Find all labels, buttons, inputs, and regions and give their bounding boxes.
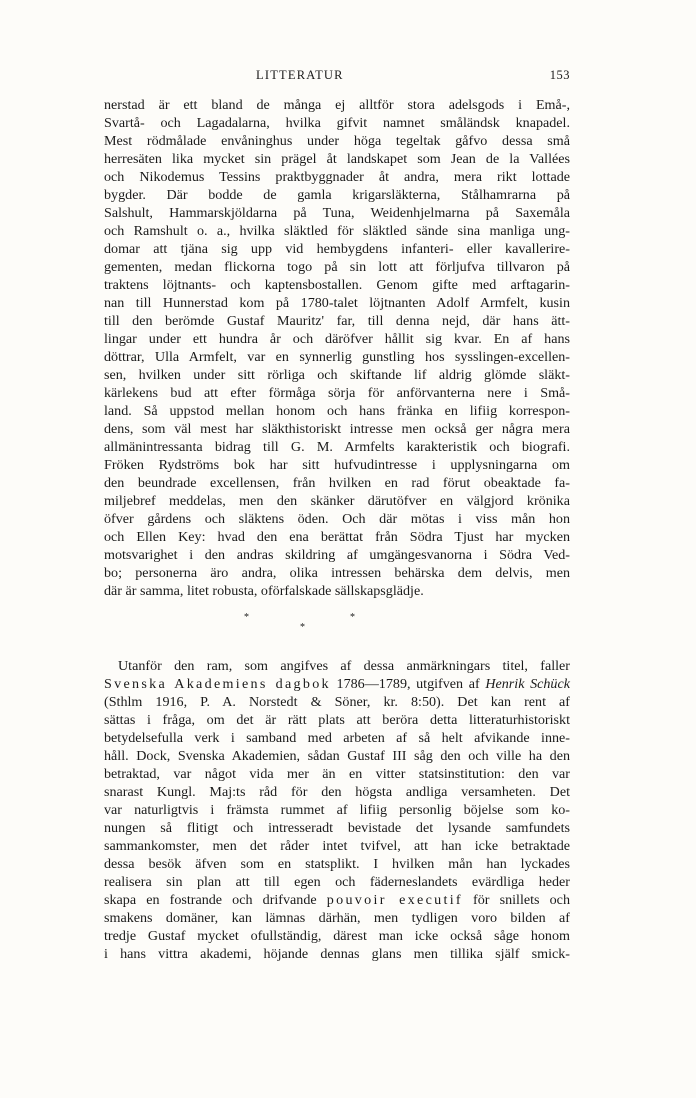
text-line: dens, som väl mest har släkthistoriskt intresse men också ger några mera [104, 421, 570, 437]
text-line: miljebref meddelas, men den skänker därutöfver en välgjord krönika [104, 493, 570, 509]
text-line: motsvarighet i den andras skildring af umgängesvanorna i Södra Ved- [104, 547, 570, 563]
text-line: bygder. Där bodde de gamla krigarsläkterna, Stålhamrarna på [104, 187, 570, 203]
text-line: den beundrade excellensen, från hvilken en rad förut obeaktade fa- [104, 475, 570, 491]
paragraph-1 [104, 96, 570, 600]
text-line: traktens löjtnants- och kaptensbostallen. Genom gifte med arftagarin- [104, 277, 570, 293]
text-line: tredje Gustaf mycket ofullständig, därest man icke också såge honom [104, 928, 570, 944]
text-line: i hans vittra akademi, höjande dennas glans men tillika själf smick- [104, 946, 570, 962]
text-line: snarast Kungl. Maj:ts råd för den högsta andliga versamheten. Det [104, 784, 570, 800]
text-line: betraktad, var något vida mer än en vitter statsinstitution: den var [104, 766, 570, 782]
running-head [104, 68, 570, 86]
spaced-phrase: pouvoir executif [326, 892, 463, 908]
text-line: realisera sin plan att till egen och fäderneslandets evärdliga heder [104, 874, 570, 890]
paragraph-2 [104, 657, 570, 963]
text-line: håll. Dock, Svenska Akademien, sådan Gustaf III såg den och ville ha den [104, 748, 570, 764]
text-line [104, 891, 570, 909]
text-line: var naturligtvis i främsta rummet af lifiig personlig böjelse som ko- [104, 802, 570, 818]
text-line: gementen, medan flickorna togo på sin lott att förljufva tillvaron på [104, 259, 570, 275]
text-line: kärlekens bud att efter förmåga sörja för anförvanterna nere i Små- [104, 385, 570, 401]
text-line: Salshult, Hammarskjöldarna på Tuna, Weidenhjelmarna på Saxemåla [104, 205, 570, 221]
text-line: Fröken Rydströms bok har sitt hufvudintresse i upplysningarna om [104, 457, 570, 473]
text-line: smakens domäner, kan lämnas därhän, men tydligen voro bilden af [104, 910, 570, 926]
text-line: lingar under ett hundra år och däröfver hållit sig kvar. En af hans [104, 331, 570, 347]
book-title: Svenska Akademiens dagbok [104, 676, 331, 692]
text-line: och Ellen Key: hvad den ena berättat från Södra Tjust har mycken [104, 529, 570, 545]
text-line: sen, hvilken under sitt rörliga och skiftande lif aldrig glömde släkt- [104, 367, 570, 383]
text-line: döttrar, Ulla Armfelt, var en synnerlig gunstling hos sysslingen-excellen- [104, 349, 570, 365]
author-name: Henrik Schück [485, 676, 570, 692]
text-line: där är samma, litet robusta, oförfalskade sällskapsglädje. [104, 583, 424, 599]
text-line [104, 675, 570, 693]
text-span: för snillets och [462, 892, 570, 908]
asterisk: * [350, 612, 355, 623]
text-line: allmänintressanta bidrag till G. M. Armfelts karakteristik och biografi. [104, 439, 570, 455]
text-line: domar att tjäna sig upp vid hembygdens infanteri- eller kavallerire- [104, 241, 570, 257]
text-line: till den berömde Gustaf Mauritz' far, till denna nejd, där hans ätt- [104, 313, 570, 329]
asterisk: * [300, 622, 305, 633]
running-title: LITTERATUR [256, 68, 344, 82]
text-line: öfver gårdens och släktens öden. Och där mötas i viss mån hon [104, 511, 570, 527]
text-line: och Ramshult o. a., hvilka släktled för släktled sände sina manliga ung- [104, 223, 570, 239]
text-line: betydelsefulla verk i samband med arbeten af så helt afvikande inne- [104, 730, 570, 746]
text-line: dessa besök äfven som en statsplikt. I hvilken mån han lyckades [104, 856, 570, 872]
text-line: Mest rödmålade envåninghus under höga tegeltak gåfvo dessa små [104, 133, 570, 149]
section-separator [244, 612, 364, 636]
text-span: 1786—1789, utgifven af [330, 676, 486, 692]
text-line: land. Så uppstod mellan honom och hans fränka en lifiig korrespon- [104, 403, 570, 419]
text-line: nan till Hunnerstad kom på 1780-talet löjtnanten Adolf Armfelt, kusin [104, 295, 570, 311]
text-line: nerstad är ett bland de många ej alltför stora adelsgods i Emå-, [104, 97, 570, 113]
text-line: Svartå- och Lagadalarna, hvilka gifvit namnet småländsk knapadel. [104, 115, 570, 131]
text-line: sättas i fråga, om det är rätt plats att beröra detta litteraturhistoriskt [104, 712, 570, 728]
page-number: 153 [549, 68, 570, 82]
text-line: bo; personerna äro andra, olika intressen behärska dem delvis, men [104, 565, 570, 581]
text-span: skapa en fostrande och drifvande [104, 892, 327, 908]
text-line: herresäten lika mycket sin prägel åt landskapet som Jean de la Vallées [104, 151, 570, 167]
asterisk: * [244, 612, 249, 623]
text-line: och Nikodemus Tessins praktbyggnader åt andra, mera rikt lottade [104, 169, 570, 185]
text-line: sammankomster, men det råder intet tvifvel, att han icke betraktade [104, 838, 570, 854]
text-line: Utanför den ram, som angifves af dessa anmärkningars titel, faller [118, 658, 570, 674]
text-line: nungen så flitigt och intresseradt bevistade det lysande samfundets [104, 820, 570, 836]
text-line: (Sthlm 1916, P. A. Norstedt & Söner, kr. 8:50). Det kan rent af [104, 694, 570, 710]
